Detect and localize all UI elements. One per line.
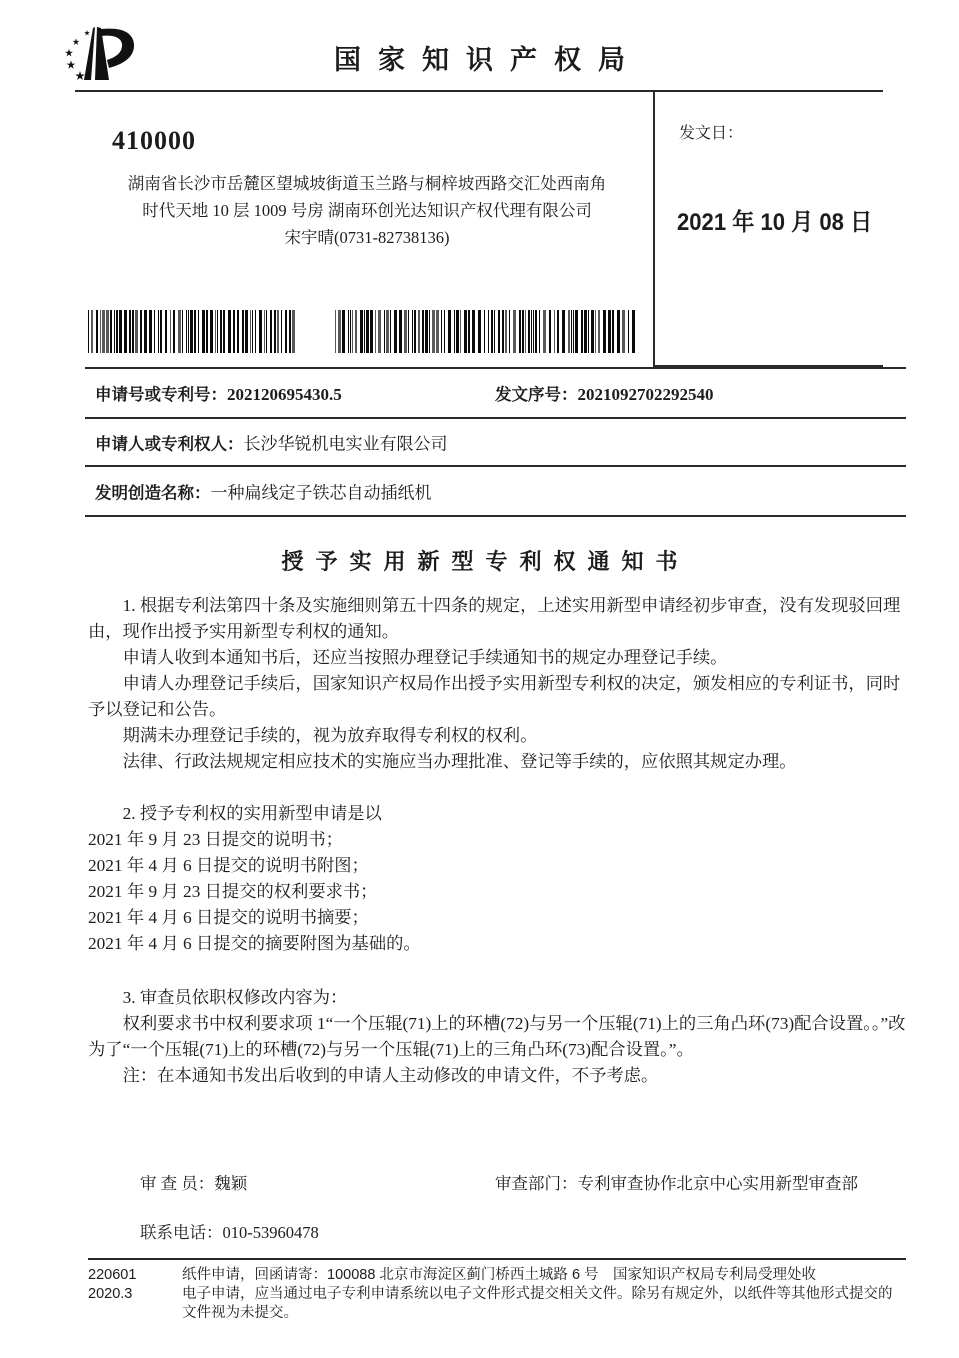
department-label: 审查部门： [495,1174,578,1193]
phone-number: 010-53960478 [222,1223,319,1242]
section2-item: 2021 年 4 月 6 日提交的说明书摘要； [88,908,369,927]
body-paragraph-1: 1. 根据专利法第四十条及实施细则第五十四条的规定，上述实用新型申请经初步审查，没有发现驳回理由，现作出授予实用新型专利权的通知。 [88,596,901,641]
examiner-name: 魏颖 [214,1174,248,1193]
application-number-value: 202120695430.5 [227,385,342,404]
section3-note: 注：在本通知书发出后收到的申请人主动修改的申请文件，不予考虑。 [122,1066,659,1085]
form-version: 2020.3 [88,1286,133,1302]
form-code: 220601 [88,1267,137,1283]
section3-intro: 3. 审查员依职权修改内容为： [122,988,348,1007]
examiner-label: 审 查 员： [140,1174,215,1193]
dispatch-serial-value: 2021092702292540 [577,385,714,404]
footer-form-codes [88,1266,168,1304]
applicant-label: 申请人或专利权人： [95,435,244,454]
table-row-application-number [85,367,906,417]
recipient-address-line1: 湖南省长沙市岳麓区望城坡街道玉兰路与桐梓坡西路交汇处西南角 [127,174,607,193]
section2-intro: 2. 授予专利权的实用新型申请是以 [122,804,382,823]
table-row-applicant [85,417,906,465]
issue-date-value: 2021 年 10 月 08 日 [677,209,873,236]
footer-divider [88,1258,906,1260]
section2-item: 2021 年 9 月 23 日提交的权利要求书； [88,882,378,901]
dispatch-serial-label: 发文序号： [495,386,578,404]
recipient-address-line2: 时代天地 10 层 1009 号房 湖南环创光达知识产权代理有限公司 [142,201,592,220]
barcode-application [88,310,296,353]
header-divider [75,90,653,92]
recipient-contact: 宋宇晴(0731-82738136) [284,228,450,247]
invention-title-label: 发明创造名称： [95,484,211,503]
phone-label: 联系电话： [140,1223,223,1242]
notice-body [88,593,906,1089]
footer-electronic-note: 电子申请，应当通过电子专利申请系统以电子文件形式提交相关文件。除另有规定外，以纸件等其他形式提交的文件视为未提交。 [182,1286,893,1321]
body-paragraph-5: 法律、行政法规规定相应技术的实施应当办理批准、登记等手续的，应依照其规定办理。 [122,752,797,771]
agency-title: 国家知识产权局 [334,45,642,75]
section2-item: 2021 年 4 月 6 日提交的摘要附图为基础的。 [88,934,421,953]
notice-title: 授予实用新型专利权通知书 [281,549,690,574]
recipient-postal-code: 410000 [112,126,196,155]
section2-item: 2021 年 4 月 6 日提交的说明书附图； [88,856,369,875]
invention-title-value: 一种扁线定子铁芯自动插纸机 [210,483,432,503]
info-table [85,367,906,517]
applicant-value: 长沙华锐机电实业有限公司 [243,434,448,454]
section2-item: 2021 年 9 月 23 日提交的说明书； [88,830,343,849]
application-number-label: 申请号或专利号： [95,386,227,404]
department-name: 专利审查协作北京中心实用新型审查部 [577,1174,858,1193]
issue-date-box [653,90,883,367]
table-row-invention-title [85,465,906,517]
barcode-serial [335,310,636,353]
body-paragraph-2: 申请人收到本通知书后，还应当按照办理登记手续通知书的规定办理登记手续。 [122,648,728,667]
body-paragraph-4: 期满未办理登记手续的，视为放弃取得专利权的权利。 [122,726,538,745]
footer-paper-note: 纸件申请，回函请寄：100088 北京市海淀区蓟门桥西土城路 6 号 国家知识产权局专利局受理处收 [182,1267,817,1283]
body-paragraph-3: 申请人办理登记手续后，国家知识产权局作出授予实用新型专利权的决定，颁发相应的专利证书，同时予以登记和公告。 [88,674,901,719]
issue-date-label: 发文日： [679,125,744,142]
recipient-address [88,170,646,251]
footer-notes [182,1266,906,1323]
section3-paragraph: 权利要求书中权利要求项 1“一个压辊(71)上的环槽(72)与另一个压辊(71)上的三角凸环(73)配合设置。。”改为了“一个压辊(71)上的环槽(72)与另一个压辊(71)上的三角凸环(73)配合设置。”。 [88,1014,906,1059]
